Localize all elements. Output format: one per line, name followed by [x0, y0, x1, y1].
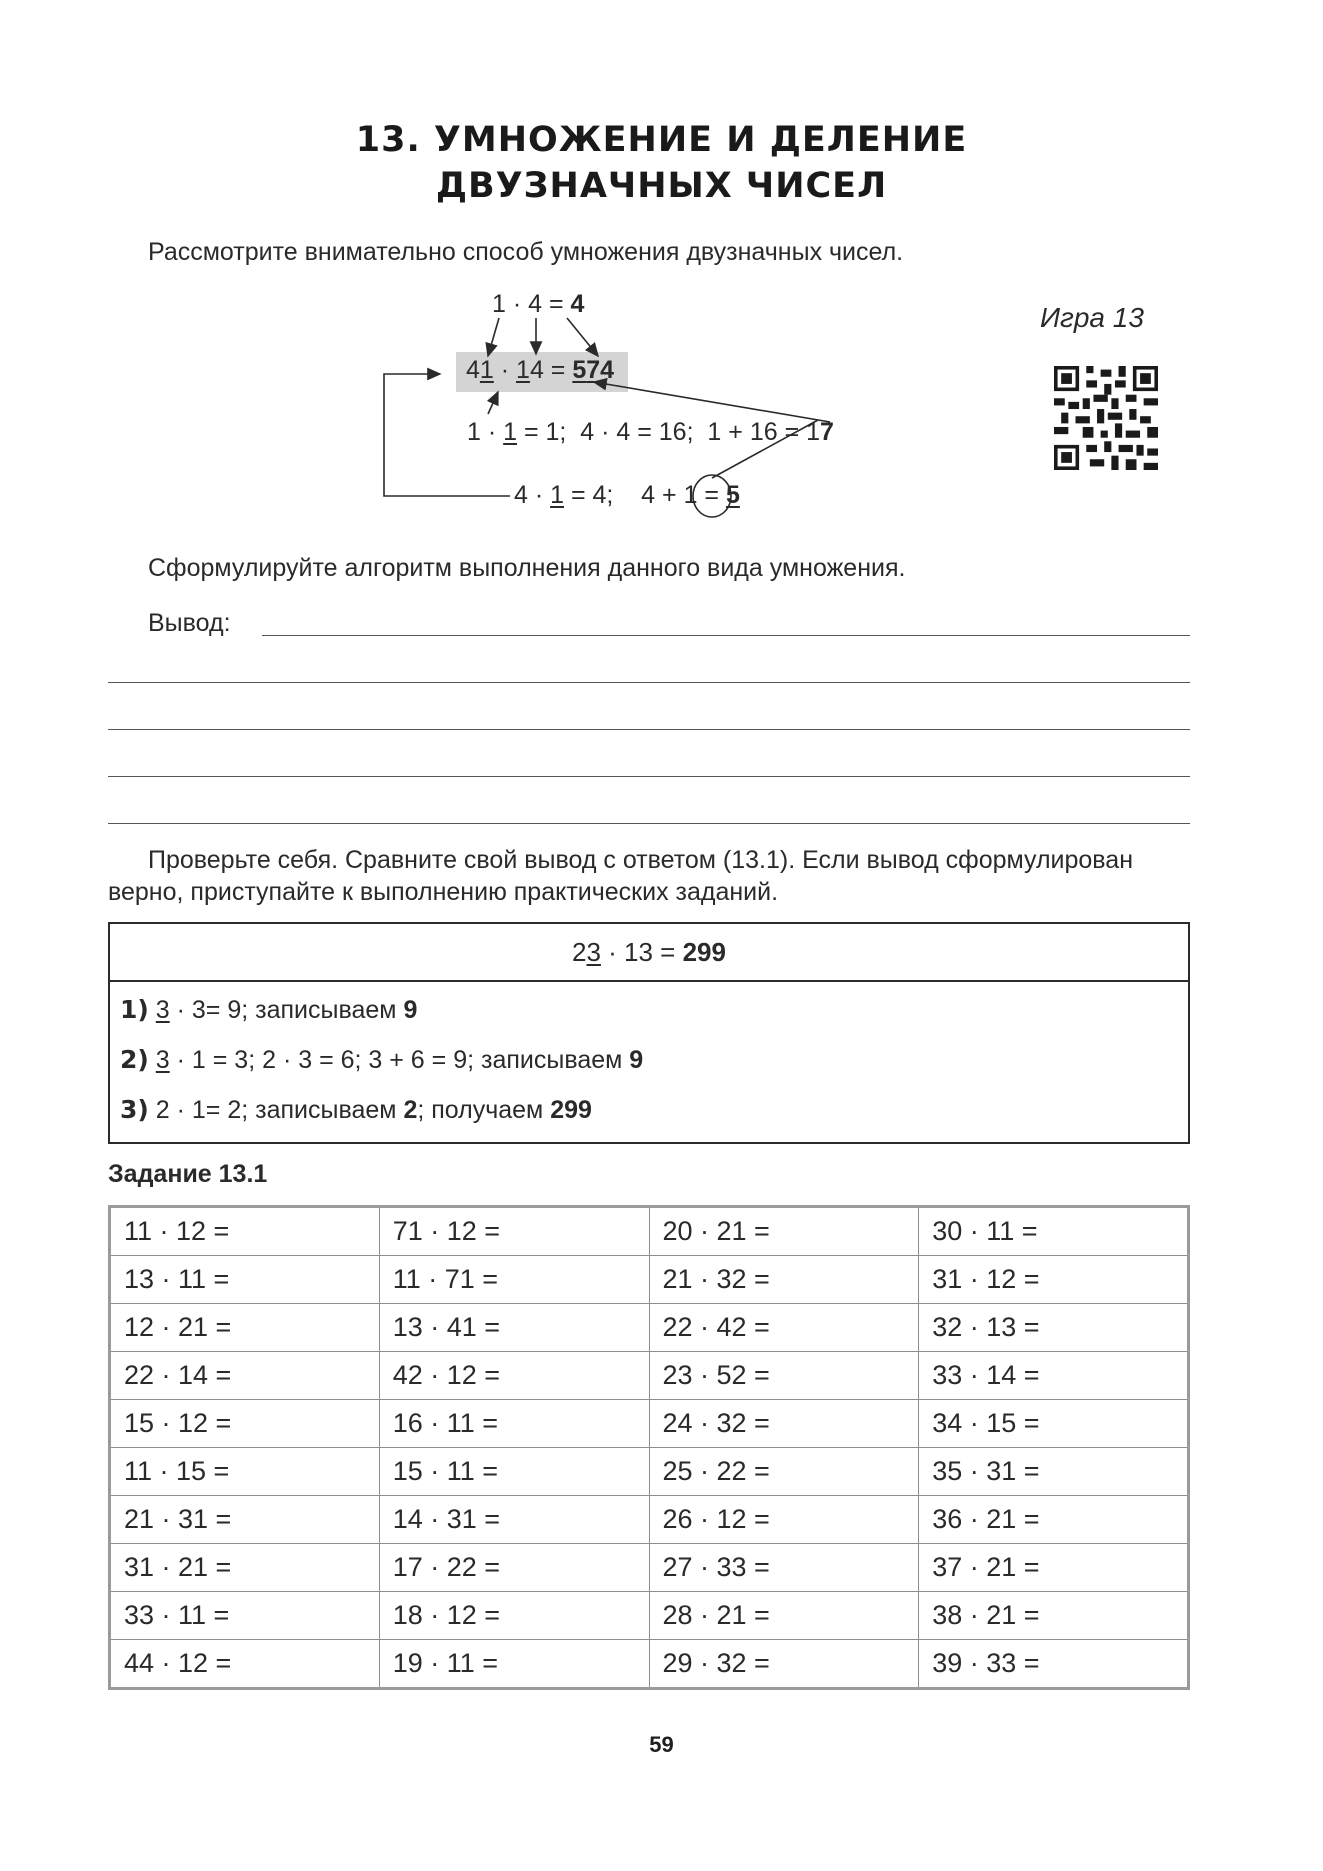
- task-cell[interactable]: 36 · 21 =: [919, 1496, 1189, 1544]
- arrow-17-to-digit: [594, 382, 830, 422]
- task-cell[interactable]: 18 · 12 =: [379, 1592, 649, 1640]
- task-cell[interactable]: 13 · 41 =: [379, 1304, 649, 1352]
- task-cell[interactable]: 34 · 15 =: [919, 1400, 1189, 1448]
- answer-line-3[interactable]: [108, 729, 1190, 730]
- task-cell[interactable]: 71 · 12 =: [379, 1207, 649, 1256]
- task-cell[interactable]: 21 · 32 =: [649, 1256, 919, 1304]
- task-cell[interactable]: 20 · 21 =: [649, 1207, 919, 1256]
- task-cell[interactable]: 11 · 15 =: [110, 1448, 380, 1496]
- table-row: [110, 1400, 1189, 1448]
- title-line-1: 13. УМНОЖЕНИЕ И ДЕЛЕНИЕ: [355, 120, 968, 160]
- task-table: [108, 1205, 1190, 1690]
- intro-text: Рассмотрите внимательно способ умножения двузначных чисел.: [148, 238, 904, 266]
- task-cell[interactable]: 32 · 13 =: [919, 1304, 1189, 1352]
- answer-line-4[interactable]: [108, 776, 1190, 777]
- example-box: [108, 922, 1190, 1144]
- task-cell[interactable]: 33 · 14 =: [919, 1352, 1189, 1400]
- table-row: [110, 1448, 1189, 1496]
- table-row: [110, 1352, 1189, 1400]
- arrow-1-to-tens: [488, 318, 499, 356]
- task-cell[interactable]: 21 · 31 =: [110, 1496, 380, 1544]
- task-cell[interactable]: 44 · 12 =: [110, 1640, 380, 1689]
- multiplication-diagram: [0, 0, 1323, 560]
- task-cell[interactable]: 19 · 11 =: [379, 1640, 649, 1689]
- example-step-1: 1) 3 · 3= 9; записываем 9: [120, 995, 418, 1024]
- task-cell[interactable]: 11 · 12 =: [110, 1207, 380, 1256]
- diagram-main-equation: 41 · 14 = 574: [466, 356, 615, 384]
- task-cell[interactable]: 35 · 31 =: [919, 1448, 1189, 1496]
- task-cell[interactable]: 37 · 21 =: [919, 1544, 1189, 1592]
- task-cell[interactable]: 38 · 21 =: [919, 1592, 1189, 1640]
- table-row: [110, 1496, 1189, 1544]
- example-step-2: 2) 3 · 1 = 3; 2 · 3 = 6; 3 + 6 = 9; записываем 9: [120, 1045, 644, 1074]
- task-cell[interactable]: 24 · 32 =: [649, 1400, 919, 1448]
- task-cell[interactable]: 15 · 11 =: [379, 1448, 649, 1496]
- arrow-mid-1: [488, 392, 498, 414]
- arrow-result-4: [567, 318, 598, 356]
- qr-code-icon[interactable]: [1054, 366, 1158, 470]
- check-paragraph: Проверьте себя. Сравните свой вывод с ответом (13.1). Если вывод сформулирован верно, приступайте к выполнению практических заданий.: [108, 846, 1134, 906]
- answer-line-1[interactable]: [262, 635, 1190, 636]
- table-row: [110, 1544, 1189, 1592]
- task-cell[interactable]: 42 · 12 =: [379, 1352, 649, 1400]
- task-cell[interactable]: 25 · 22 =: [649, 1448, 919, 1496]
- answer-line-5[interactable]: [108, 823, 1190, 824]
- instruction-text: Сформулируйте алгоритм выполнения данного вида умножения.: [148, 554, 906, 582]
- task-cell[interactable]: 26 · 12 =: [649, 1496, 919, 1544]
- task-cell[interactable]: 16 · 11 =: [379, 1400, 649, 1448]
- task-title: Задание 13.1: [108, 1160, 268, 1188]
- task-cell[interactable]: 15 · 12 =: [110, 1400, 380, 1448]
- task-cell[interactable]: 17 · 22 =: [379, 1544, 649, 1592]
- game-label: Игра 13: [1040, 302, 1144, 333]
- table-row: [110, 1256, 1189, 1304]
- table-row: [110, 1207, 1189, 1256]
- task-cell[interactable]: 31 · 21 =: [110, 1544, 380, 1592]
- task-cell[interactable]: 31 · 12 =: [919, 1256, 1189, 1304]
- diagram-arrows: [0, 0, 1323, 560]
- task-cell[interactable]: 30 · 11 =: [919, 1207, 1189, 1256]
- table-row: [110, 1592, 1189, 1640]
- example-equation: 23 · 13 = 299: [110, 924, 1188, 982]
- task-cell[interactable]: 11 · 71 =: [379, 1256, 649, 1304]
- task-cell[interactable]: 29 · 32 =: [649, 1640, 919, 1689]
- diagram-middle-line: 1 · 1 = 1; 4 · 4 = 16; 1 + 16 = 17: [467, 418, 834, 446]
- task-cell[interactable]: 12 · 21 =: [110, 1304, 380, 1352]
- task-cell[interactable]: 22 · 42 =: [649, 1304, 919, 1352]
- task-cell[interactable]: 27 · 33 =: [649, 1544, 919, 1592]
- diagram-top-equation: 1 · 4 = 4: [492, 290, 585, 318]
- task-cell[interactable]: 23 · 52 =: [649, 1352, 919, 1400]
- task-cell[interactable]: 33 · 11 =: [110, 1592, 380, 1640]
- diagram-bottom-line: 4 · 1 = 4; 4 + 1 = 5: [514, 481, 740, 509]
- task-cell[interactable]: 13 · 11 =: [110, 1256, 380, 1304]
- answer-line-2[interactable]: [108, 682, 1190, 683]
- table-row: [110, 1304, 1189, 1352]
- task-cell[interactable]: 39 · 33 =: [919, 1640, 1189, 1689]
- title-line-2: ДВУЗНАЧНЫХ ЧИСЕЛ: [435, 166, 888, 206]
- page-number: 59: [649, 1732, 674, 1757]
- task-cell[interactable]: 14 · 31 =: [379, 1496, 649, 1544]
- task-cell[interactable]: 28 · 21 =: [649, 1592, 919, 1640]
- table-row: [110, 1640, 1189, 1689]
- example-step-3: 3) 2 · 1= 2; записываем 2; получаем 299: [120, 1095, 592, 1124]
- conclusion-label: Вывод:: [148, 609, 231, 637]
- task-cell[interactable]: 22 · 14 =: [110, 1352, 380, 1400]
